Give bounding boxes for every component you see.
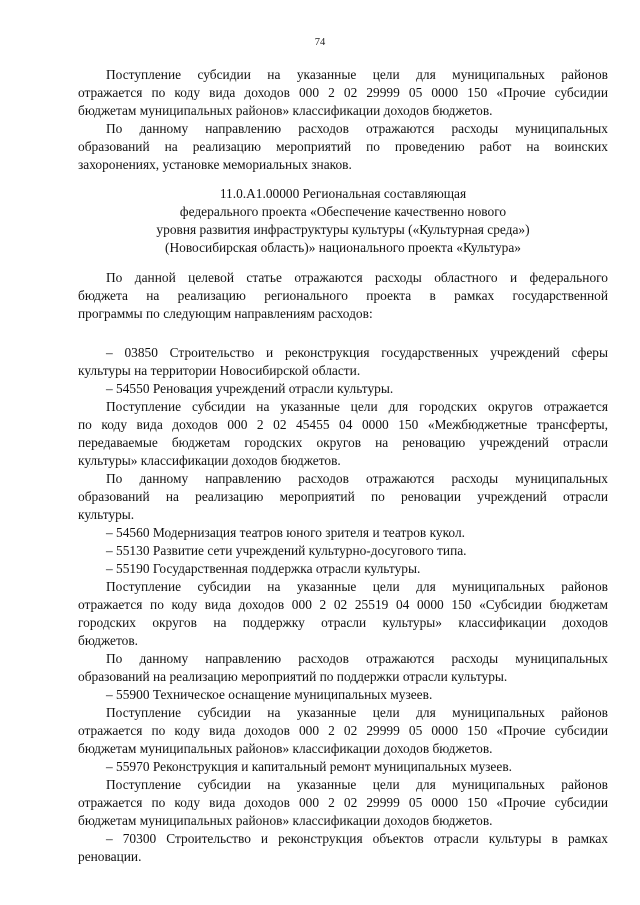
text-line: образований на реализацию мероприятий по реновации учреждений отрасли: [78, 489, 608, 504]
text-line: По данному направлению расходов отражаются расходы муниципальных: [106, 121, 608, 136]
text-line: культуры» классификации доходов бюджетов.: [78, 453, 341, 468]
text-line: – 55130 Развитие сети учреждений культурно-досугового типа.: [106, 543, 467, 558]
text-line: образований на реализацию мероприятий по поддержки отрасли культуры.: [78, 669, 508, 684]
text-line: культуры.: [78, 507, 135, 522]
text-line: по коду вида доходов 000 2 02 45455 04 0000 150 «Межбюджетные трансферты,: [78, 417, 608, 432]
text-line: – 54550 Реновация учреждений отрасли культуры.: [106, 381, 394, 396]
text-line: бюджетов.: [78, 633, 139, 648]
text-line: отражается по коду вида доходов 000 2 02 29999 05 0000 150 «Прочие субсидии: [78, 795, 608, 810]
text-line: Поступление субсидии на указанные цели для муниципальных районов: [106, 579, 608, 594]
text-line: бюджета на реализацию регионального проекта в рамках государственной: [78, 288, 608, 303]
text-line: захоронениях, установке мемориальных знаков.: [78, 157, 352, 172]
text-line: отражается по коду вида доходов 000 2 02 25519 04 0000 150 «Субсидии бюджетам: [78, 597, 608, 612]
text-line: реновации.: [78, 849, 142, 864]
text-line: культуры на территории Новосибирской области.: [78, 363, 361, 378]
text-line: федерального проекта «Обеспечение качественно нового: [179, 204, 507, 219]
text-line: 11.0.А1.00000 Региональная составляющая: [219, 186, 467, 201]
text-line: бюджетам муниципальных районов» классификации доходов бюджетов.: [78, 813, 493, 828]
text-line: передаваемые бюджетам городских округов на реновацию учреждений отрасли: [78, 435, 608, 450]
text-line: Поступление субсидии на указанные цели для муниципальных районов: [106, 705, 608, 720]
text-line: – 54560 Модернизация театров юного зрителя и театров кукол.: [106, 525, 465, 540]
text-line: образований на реализацию мероприятий по проведению работ на воинских: [78, 139, 608, 154]
text-line: отражается по коду вида доходов 000 2 02 29999 05 0000 150 «Прочие субсидии: [78, 723, 608, 738]
text-line: По данному направлению расходов отражаются расходы муниципальных: [106, 471, 608, 486]
text-line: бюджетам муниципальных районов» классификации доходов бюджетов.: [78, 103, 493, 118]
text-line: – 55970 Реконструкция и капитальный ремонт муниципальных музеев.: [106, 759, 512, 774]
text-line: городских округов на поддержку отрасли культуры» классификации доходов: [78, 615, 608, 630]
text-line: По данному направлению расходов отражаются расходы муниципальных: [106, 651, 608, 666]
text-line: уровня развития инфраструктуры культуры («Культурная среда»): [156, 222, 530, 237]
text-line: программы по следующим направлениям расходов:: [78, 306, 373, 321]
text-line: – 70300 Строительство и реконструкция объектов отрасли культуры в рамках: [106, 831, 608, 846]
text-line: бюджетам муниципальных районов» классификации доходов бюджетов.: [78, 741, 493, 756]
text-line: отражается по коду вида доходов 000 2 02 29999 05 0000 150 «Прочие субсидии: [78, 85, 608, 100]
text-line: – 03850 Строительство и реконструкция государственных учреждений сферы: [106, 345, 608, 360]
page-number: 74: [314, 37, 326, 48]
text-line: Поступление субсидии на указанные цели для муниципальных районов: [106, 67, 608, 82]
text-line: По данной целевой статье отражаются расходы областного и федерального: [106, 270, 608, 285]
text-line: (Новосибирская область)» национального проекта «Культура»: [165, 240, 521, 255]
text-line: Поступление субсидии на указанные цели для муниципальных районов: [106, 777, 608, 792]
text-line: – 55190 Государственная поддержка отрасли культуры.: [106, 561, 421, 576]
text-line: – 55900 Техническое оснащение муниципальных музеев.: [106, 687, 433, 702]
text-line: Поступление субсидии на указанные цели для городских округов отражается: [106, 399, 608, 414]
